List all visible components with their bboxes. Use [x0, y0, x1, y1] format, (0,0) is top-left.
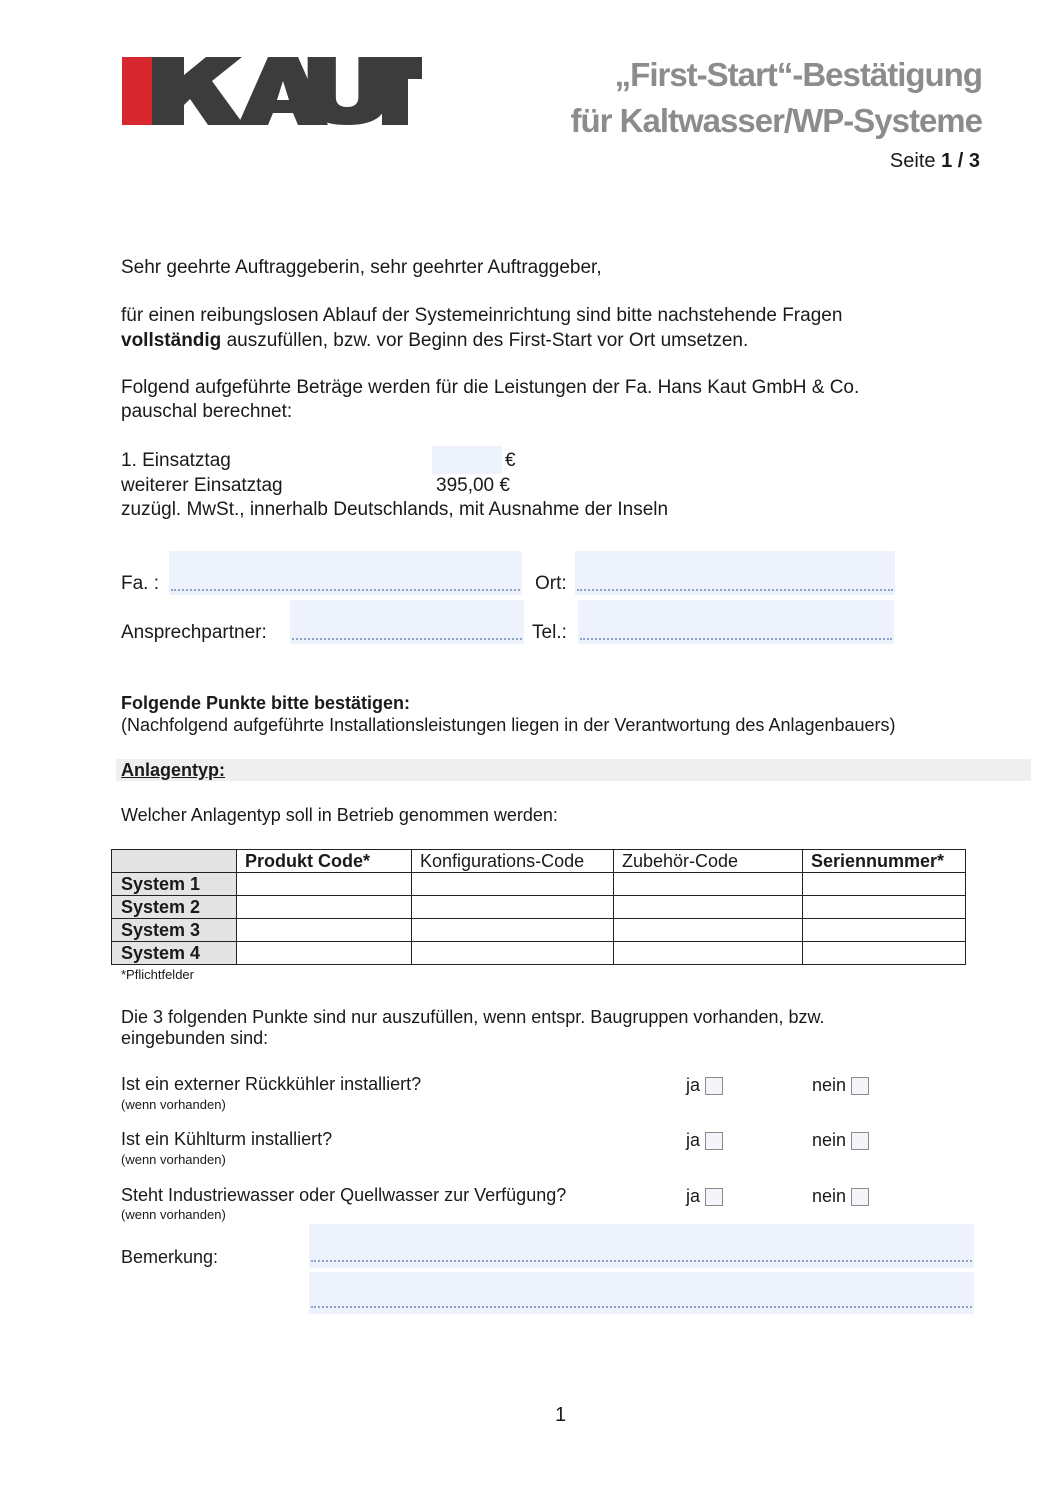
emphasis-complete: vollständig: [121, 330, 222, 351]
serial-number-cell[interactable]: [803, 873, 966, 896]
accessory-code-cell[interactable]: [614, 919, 803, 942]
config-code-cell[interactable]: [412, 942, 614, 965]
no-checkbox[interactable]: [851, 1132, 869, 1150]
pricing-intro-line2: pauschal berechnet:: [121, 401, 293, 422]
col-serial-number: Seriennummer*: [803, 850, 966, 873]
question-external-cooler: Ist ein externer Rückkühler installiert?: [121, 1074, 422, 1094]
company-field[interactable]: [169, 551, 522, 595]
no-label: nein: [812, 1130, 847, 1150]
yes-option: [686, 1073, 723, 1097]
serial-number-cell[interactable]: [803, 919, 966, 942]
phone-field[interactable]: [578, 600, 894, 644]
col-product-code: Produkt Code*: [237, 850, 412, 873]
remark-field-line1[interactable]: [309, 1224, 974, 1268]
product-code-cell[interactable]: [237, 896, 412, 919]
table-row: [112, 942, 966, 965]
yes-checkbox[interactable]: [705, 1077, 723, 1095]
page-number: 1: [555, 1404, 567, 1426]
question-note: (wenn vorhanden): [121, 1097, 226, 1112]
product-code-cell[interactable]: [237, 919, 412, 942]
page-current: 1: [941, 150, 953, 172]
table-header-row: [112, 850, 966, 873]
first-day-price-field[interactable]: [432, 446, 502, 474]
intro-paragraph-rest: auszufüllen, bzw. vor Beginn des First-Start vor Ort umsetzen.: [221, 330, 749, 351]
no-option: [812, 1184, 869, 1208]
row-label: System 4: [112, 942, 237, 965]
city-field[interactable]: [575, 551, 895, 595]
yes-label: ja: [686, 1075, 701, 1095]
city-label: Ort:: [535, 573, 567, 594]
first-day-label: 1. Einsatztag: [121, 450, 231, 471]
question-cooling-tower: Ist ein Kühlturm installiert?: [121, 1129, 333, 1149]
kaut-logo: [122, 57, 422, 125]
row-label: System 3: [112, 919, 237, 942]
row-label: System 1: [112, 873, 237, 896]
yes-checkbox[interactable]: [705, 1188, 723, 1206]
table-row: [112, 873, 966, 896]
remark-field-line2[interactable]: [309, 1272, 974, 1314]
contact-person-field[interactable]: [290, 600, 524, 644]
document-title-line1: „First-Start“-Bestätigung: [614, 56, 982, 93]
yes-option: [686, 1184, 723, 1208]
page-separator: /: [957, 150, 964, 172]
page-total: 3: [968, 150, 980, 172]
optional-intro-line1: Die 3 folgenden Punkte sind nur auszufüllen, wenn entspr. Baugruppen vorhanden, bzw.: [121, 1007, 825, 1027]
yes-label: ja: [686, 1130, 701, 1150]
config-code-cell[interactable]: [412, 873, 614, 896]
pricing-note: zuzügl. MwSt., innerhalb Deutschlands, mit Ausnahme der Inseln: [121, 499, 669, 520]
phone-label: Tel.:: [532, 622, 567, 643]
accessory-code-cell[interactable]: [614, 896, 803, 919]
col-config-code: Konfigurations-Code: [412, 850, 614, 873]
remark-label: Bemerkung:: [121, 1247, 219, 1267]
question-note: (wenn vorhanden): [121, 1207, 226, 1222]
confirm-heading: Folgende Punkte bitte bestätigen:: [121, 693, 411, 713]
further-day-label: weiterer Einsatztag: [121, 475, 283, 496]
question-industrial-water: Steht Industriewasser oder Quellwasser zur Verfügung?: [121, 1185, 567, 1205]
yes-label: ja: [686, 1186, 701, 1206]
product-code-cell[interactable]: [237, 873, 412, 896]
first-day-currency: €: [505, 450, 516, 471]
row-label: System 2: [112, 896, 237, 919]
plant-type-question: Welcher Anlagentyp soll in Betrieb genommen werden:: [121, 805, 558, 825]
no-checkbox[interactable]: [851, 1188, 869, 1206]
no-checkbox[interactable]: [851, 1077, 869, 1095]
serial-number-cell[interactable]: [803, 896, 966, 919]
contact-person-label: Ansprechpartner:: [121, 622, 267, 643]
table-row: [112, 919, 966, 942]
systems-table: [111, 849, 966, 965]
section-bar: [116, 759, 1031, 781]
document-title-line2: für Kaltwasser/WP-Systeme: [570, 102, 982, 139]
serial-number-cell[interactable]: [803, 942, 966, 965]
accessory-code-cell[interactable]: [614, 873, 803, 896]
intro-paragraph-line2: [121, 329, 748, 353]
question-note: (wenn vorhanden): [121, 1152, 226, 1167]
accessory-code-cell[interactable]: [614, 942, 803, 965]
further-day-price: 395,00 €: [436, 475, 510, 496]
plant-type-heading: Anlagentyp:: [121, 760, 226, 780]
table-corner-cell: [112, 850, 237, 873]
page-label: Seite: [889, 150, 936, 172]
optional-intro-line2: eingebunden sind:: [121, 1028, 269, 1048]
required-footnote: *Pflichtfelder: [121, 967, 194, 982]
company-label: Fa. :: [121, 573, 160, 594]
table-row: [112, 896, 966, 919]
product-code-cell[interactable]: [237, 942, 412, 965]
greeting: Sehr geehrte Auftraggeberin, sehr geehrter Auftraggeber,: [121, 257, 602, 278]
yes-option: [686, 1128, 723, 1152]
confirm-subheading: (Nachfolgend aufgeführte Installationsleistungen liegen in der Verantwortung des Anlagenbauers): [121, 715, 896, 735]
no-option: [812, 1128, 869, 1152]
no-label: nein: [812, 1186, 847, 1206]
no-label: nein: [812, 1075, 847, 1095]
yes-checkbox[interactable]: [705, 1132, 723, 1150]
config-code-cell[interactable]: [412, 896, 614, 919]
col-accessory-code: Zubehör-Code: [614, 850, 803, 873]
pricing-intro-line1: Folgend aufgeführte Beträge werden für die Leistungen der Fa. Hans Kaut GmbH & Co.: [121, 377, 860, 398]
page-indicator: [890, 150, 980, 173]
intro-paragraph-line1: für einen reibungslosen Ablauf der Systemeinrichtung sind bitte nachstehende Fragen: [121, 305, 843, 326]
no-option: [812, 1073, 869, 1097]
config-code-cell[interactable]: [412, 919, 614, 942]
